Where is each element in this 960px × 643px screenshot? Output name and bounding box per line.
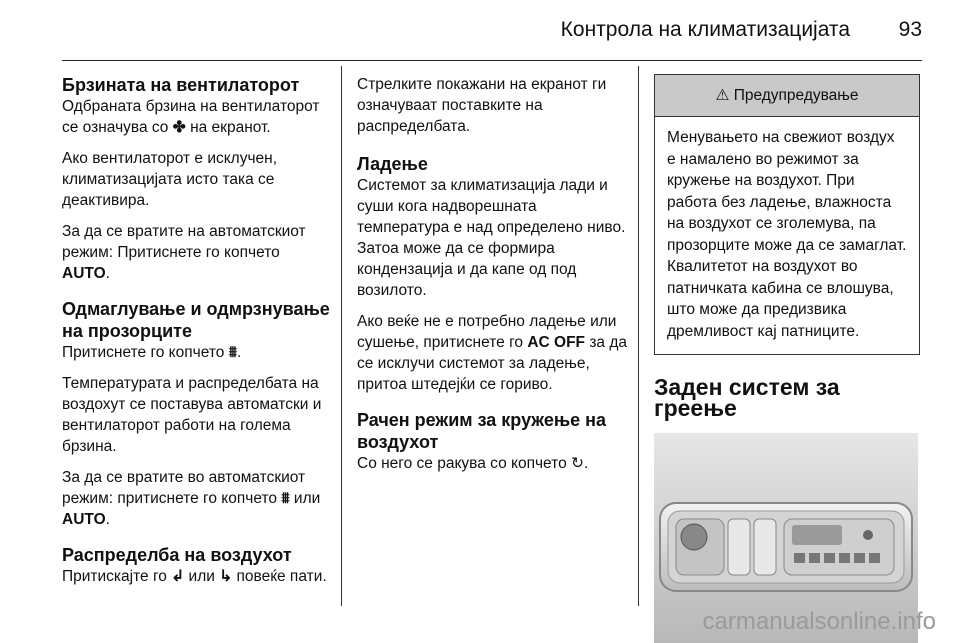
warning-triangle-icon: ⚠ xyxy=(715,87,730,104)
air-distribution-up-icon: ↳ xyxy=(219,568,233,585)
column-3 xyxy=(654,74,920,643)
warning-text: Менувањето на свежиот воздух е намалено во режимот за кружење на воздухот. При работа без ладење, влажноста на воздухот се зголемува, па прозорците може да се замаглат. Квалитетот на воздухот во патничката кабина се влошува, што може да предизвика дремливост кај патниците. xyxy=(667,129,907,340)
column-divider-1 xyxy=(341,66,342,606)
watermark: carmanualsonline.info xyxy=(702,608,936,635)
paragraph: Притискајте го ↲ или ↳ повеќе пати. xyxy=(62,568,327,585)
section-fan-speed xyxy=(62,74,332,284)
heading-rear-heating: Заден систем за греење xyxy=(654,374,840,421)
section-air-distribution xyxy=(62,544,332,587)
heading-recirculation: Рачен режим за кружење на воздухот xyxy=(357,410,607,452)
section-recirculation xyxy=(357,409,632,474)
page-number: 93 xyxy=(898,18,922,41)
auto-key: AUTO xyxy=(62,265,106,282)
heading-air-distribution: Распределба на воздухот xyxy=(62,545,292,565)
warning-box xyxy=(654,74,920,355)
auto-key: AUTO xyxy=(62,511,106,528)
heading-fan-speed: Брзината на вентилаторот xyxy=(62,75,300,95)
heading-defog: Одмаглување и одмрзнување на прозорците xyxy=(62,299,330,341)
heading-cooling: Ладење xyxy=(357,154,428,174)
paragraph: Ако вентилаторот е исклучен, климатизацијата исто така се деактивира. xyxy=(62,150,278,209)
fan-icon: ✤ xyxy=(172,119,186,136)
paragraph: Системот за климатизација лади и суши кога надворешната температура е над определено ниво. Затоа може да се формира кондензација и да капе од под возилото. xyxy=(357,177,626,299)
ac-off-key: AC OFF xyxy=(527,334,586,351)
paragraph: Одбраната брзина на вентилаторот се означува со ✤ на екранот. xyxy=(62,98,320,136)
paragraph: Со него се ракува со копчето ↻. xyxy=(357,455,589,472)
paragraph: Стрелките покажани на екранот ги означуваат поставките на распределбата. xyxy=(357,76,607,135)
air-distribution-down-icon: ↲ xyxy=(171,568,185,585)
section-cooling xyxy=(357,153,632,395)
windscreen-defrost-icon: ⩩ xyxy=(228,344,237,361)
recirculation-icon: ↻ xyxy=(571,455,585,472)
paragraph: За да се вратите во автоматскиот режим: притиснете го копчето ⩩ или AUTO. xyxy=(62,469,321,528)
header-rule xyxy=(62,60,922,61)
column-2 xyxy=(357,74,632,488)
column-1 xyxy=(62,74,332,601)
section-defog xyxy=(62,298,332,530)
paragraph: За да се вратите на автоматскиот режим: Притиснете го копчето AUTO. xyxy=(62,223,306,282)
column-divider-2 xyxy=(638,66,639,606)
paragraph: Температурата и распределбата на воздохут се поставува автоматски и вентилаторот работи на голема брзина. xyxy=(62,375,322,455)
warning-header: ⚠ Предупредување xyxy=(655,75,919,117)
windscreen-defrost-icon: ⩩ xyxy=(281,490,290,507)
page-header-title: Контрола на климатизацијата xyxy=(560,18,850,41)
paragraph: Ако веќе не е потребно ладење или сушење, притиснете го AC OFF за да се исклучи системот за ладење, притоа штедејќи се гориво. xyxy=(357,313,628,393)
paragraph: Притиснете го копчето ⩩. xyxy=(62,344,242,361)
